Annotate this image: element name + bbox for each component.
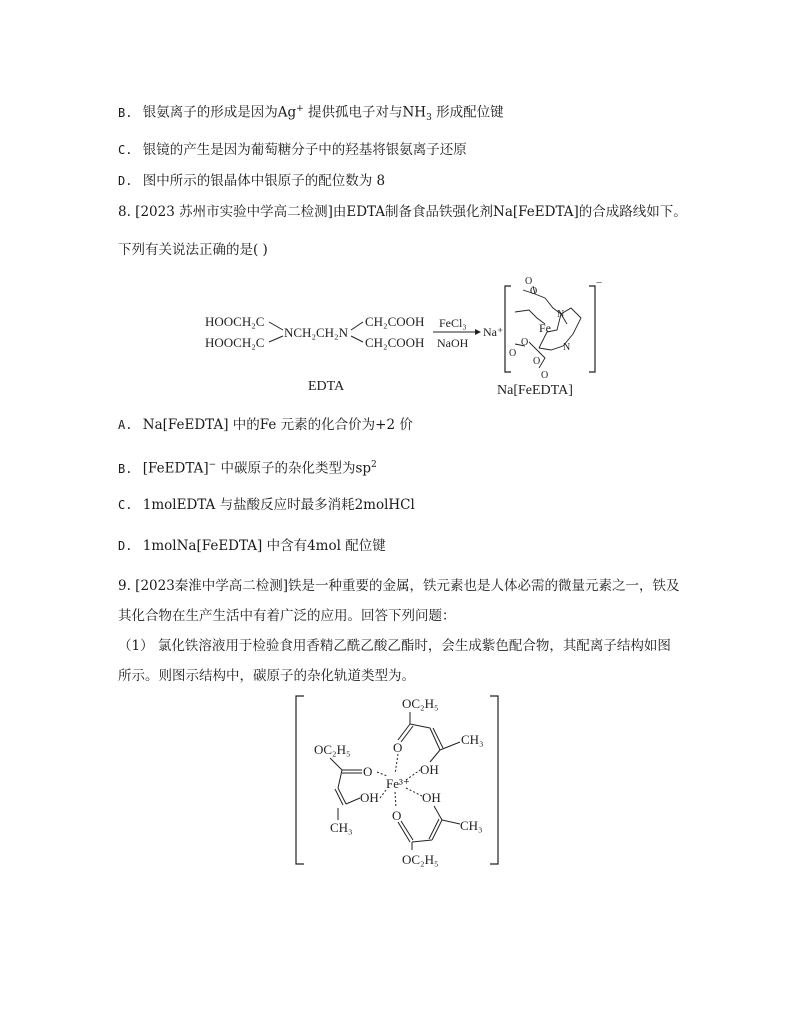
option-text: 图中所示的银晶体中银原子的配位数为 8 xyxy=(142,173,386,189)
q9-part1-line2: 所示。则图示结构中，碳原子的杂化轨道类型为。 xyxy=(118,668,415,684)
hydroxyl-group: OH xyxy=(360,790,379,805)
methyl-group: CH₃ xyxy=(461,732,484,747)
right-top-group: CH₂COOH xyxy=(365,314,425,329)
option-label: B. xyxy=(118,105,133,120)
bond-line xyxy=(338,788,346,804)
iron-center: Fe³⁺ xyxy=(386,776,410,791)
methyl-group: CH₃ xyxy=(460,818,483,833)
option-text: 银镜的产生是因为葡萄糖分子中的羟基将银氨离子还原 xyxy=(142,142,467,158)
q9-stem-line2: 其化合物在生产生活中有着广泛的应用。回答下列问题： xyxy=(118,608,456,624)
complex-o: O xyxy=(533,356,541,367)
bond-line xyxy=(338,770,342,788)
oxygen-atom: O xyxy=(392,808,402,823)
option-text: 提供孤电子对与NH xyxy=(303,104,427,121)
reagent-fecl3: FeCl₃ xyxy=(439,316,467,330)
q8-stem-line1: 8. [2023 苏州市实验中学高二检测]由EDTA制备食品铁强化剂Na[FeEDTA]的合成路线如下。 xyxy=(118,204,687,220)
option-text: 银氨离子的形成是因为Ag xyxy=(142,104,297,121)
option-text: 1molNa[FeEDTA] 中含有4mol 配位键 xyxy=(142,538,386,554)
edta-caption: EDTA xyxy=(308,379,345,394)
complex-charge: − xyxy=(596,277,603,289)
bond-line xyxy=(335,789,343,805)
option-text: 1molEDTA 与盐酸反应时最多消耗2molHCl xyxy=(142,497,415,513)
coordination-bond xyxy=(380,790,386,798)
sodium-ion: Na⁺ xyxy=(483,325,504,339)
q8-option-a xyxy=(118,416,413,434)
bond-line xyxy=(351,336,363,342)
bond-line xyxy=(269,336,283,342)
right-bracket xyxy=(589,286,595,372)
bond-line xyxy=(330,758,342,770)
option-text: 中碳原子的杂化类型为sp xyxy=(216,460,372,477)
q9-part1-line1: （1） 氯化铁溶液用于检验食用香精乙酰乙酸乙酯时，会生成紫色配合物，其配离子结构如图 xyxy=(118,638,671,654)
coordination-bond xyxy=(395,792,396,808)
subscript: 3 xyxy=(426,113,432,124)
complex-fe: Fe xyxy=(539,321,551,335)
oxygen-atom: O xyxy=(393,740,403,755)
bond-line xyxy=(430,750,440,762)
right-bracket xyxy=(490,696,498,864)
hydroxyl-group: OH xyxy=(422,790,441,805)
complex-o: O xyxy=(521,337,529,348)
product-caption: Na[FeEDTA] xyxy=(497,383,573,398)
coordination-bond xyxy=(395,754,398,774)
superscript: + xyxy=(296,104,304,114)
option-label: D. xyxy=(118,174,133,188)
complex-o: O xyxy=(541,370,549,381)
arrow-head-icon xyxy=(475,329,481,335)
option-label: C. xyxy=(118,143,133,157)
ethoxy-group: OC₂H₅ xyxy=(402,696,439,711)
ethylenediamine-core: NCH₂CH₂N xyxy=(284,325,348,340)
bond-line xyxy=(346,798,360,804)
q7-option-d xyxy=(118,172,385,190)
left-bracket xyxy=(505,286,511,372)
option-text: 形成配位键 xyxy=(431,104,504,121)
oxygen-atom: O xyxy=(363,764,373,779)
complex-n: N xyxy=(563,342,571,353)
hydroxyl-group: OH xyxy=(420,762,439,777)
left-top-group: HOOCH₂C xyxy=(205,314,265,329)
iron-complex-structure xyxy=(292,692,502,872)
left-bottom-group: HOOCH₂C xyxy=(205,335,265,350)
bond-line xyxy=(351,322,363,330)
q7-option-c xyxy=(118,141,467,159)
bond-line xyxy=(440,742,460,750)
coordination-bond xyxy=(377,772,387,776)
bond-line xyxy=(269,322,283,330)
complex-o: O xyxy=(530,286,538,297)
bond-line xyxy=(434,806,442,820)
complex-n: N xyxy=(557,309,565,320)
q7-option-b xyxy=(118,100,504,127)
methyl-group: CH₃ xyxy=(330,820,353,835)
reagent-naoh: NaOH xyxy=(437,336,469,350)
option-text: Na[FeEDTA] 中的Fe 元素的化合价为+2 价 xyxy=(142,417,413,433)
q8-option-b xyxy=(118,456,377,478)
bond-line xyxy=(442,820,460,824)
superscript: − xyxy=(208,460,217,470)
complex-o: O xyxy=(509,348,517,359)
edta-synthesis-scheme xyxy=(195,272,605,402)
option-label: A. xyxy=(118,418,133,432)
ethoxy-group: OC₂H₅ xyxy=(314,742,351,757)
ethoxy-group: OC₂H₅ xyxy=(402,852,439,867)
complex-o: O xyxy=(525,276,533,287)
option-text: [FeEDTA] xyxy=(142,460,209,477)
q8-option-d xyxy=(118,537,386,555)
q8-option-c xyxy=(118,496,415,514)
option-label: C. xyxy=(118,498,133,512)
option-label: D. xyxy=(118,539,133,553)
q9-stem-line1: 9. [2023秦淮中学高二检测]铁是一种重要的金属，铁元素也是人体必需的微量元素之一，铁及 xyxy=(118,578,680,594)
superscript: 2 xyxy=(371,460,377,470)
q8-stem-line2: 下列有关说法正确的是( ) xyxy=(118,242,268,258)
left-bracket xyxy=(296,696,304,864)
option-label: B. xyxy=(118,461,133,476)
bond-line xyxy=(412,840,432,842)
right-bottom-group: CH₂COOH xyxy=(365,335,425,350)
